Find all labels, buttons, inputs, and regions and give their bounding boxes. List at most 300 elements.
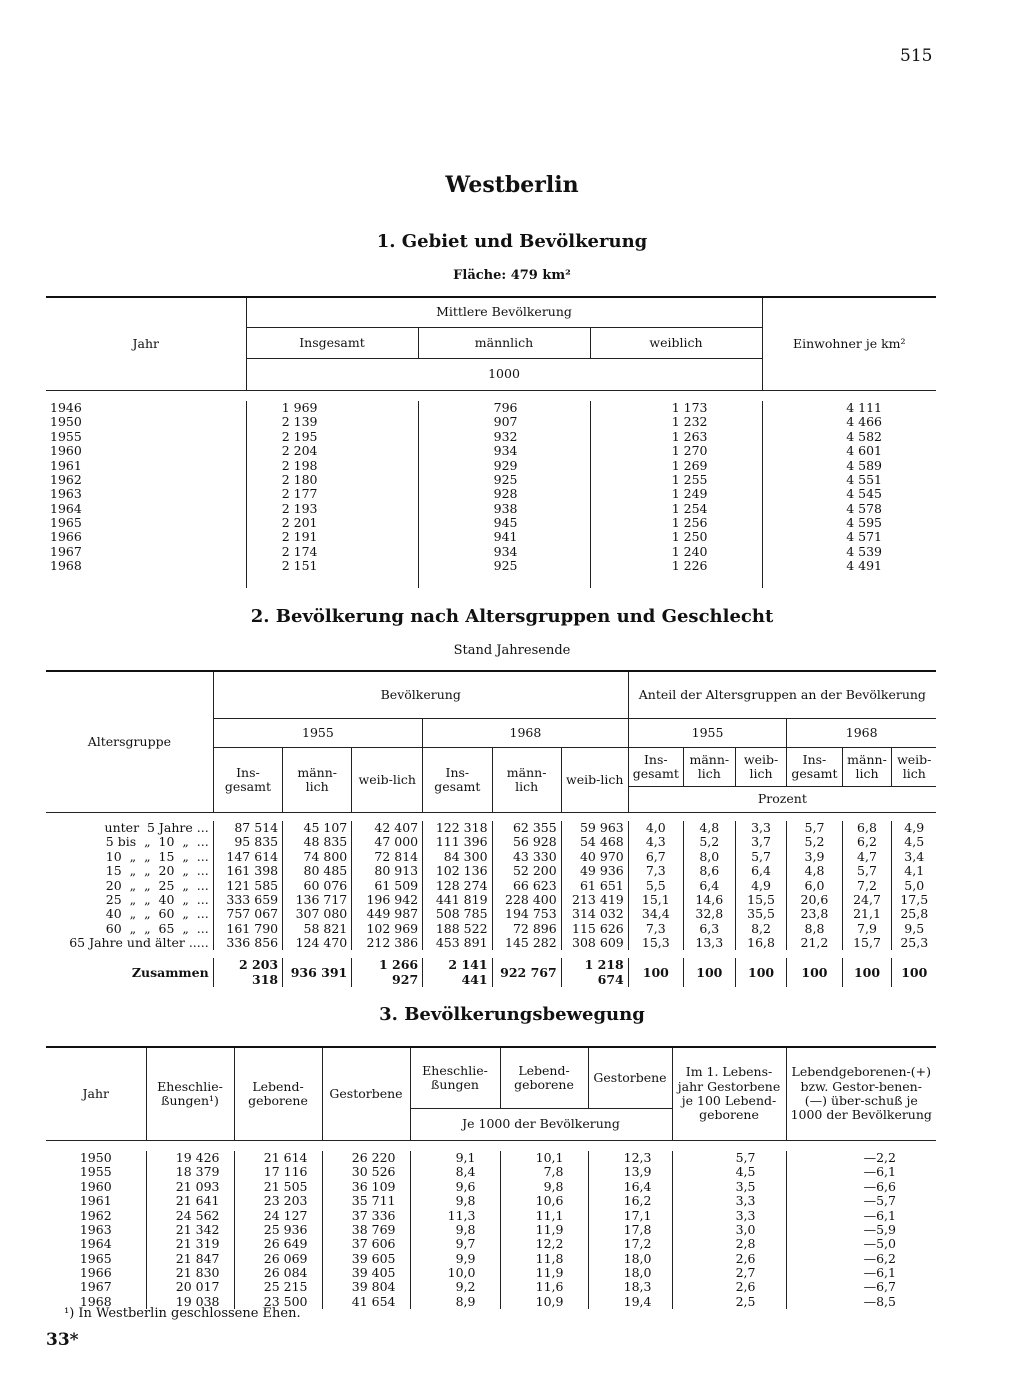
table-row xyxy=(46,907,936,921)
table-row xyxy=(46,487,936,501)
value-cell: 1 256 xyxy=(590,516,762,530)
value-cell: 2 195 xyxy=(246,430,418,444)
value-cell: 21,2 xyxy=(787,936,842,950)
value-cell: 2,6 xyxy=(672,1252,786,1266)
value-cell: 10,9 xyxy=(500,1295,588,1309)
pop-1955: 1955 xyxy=(213,719,422,748)
year-cell: 1967 xyxy=(46,545,246,559)
value-cell: 111 396 xyxy=(423,835,492,849)
value-cell: 2,5 xyxy=(672,1295,786,1309)
value-cell: 2 193 xyxy=(246,502,418,516)
value-cell: 87 514 xyxy=(213,821,282,835)
table-row xyxy=(46,879,936,893)
value-cell: 10,0 xyxy=(410,1266,500,1280)
col-marr: Eheschlie-ßungen¹) xyxy=(146,1047,234,1141)
value-cell: 8,9 xyxy=(410,1295,500,1309)
value-cell: 4,0 xyxy=(628,821,683,835)
table-row xyxy=(46,1151,936,1165)
value-cell: 42 407 xyxy=(352,821,423,835)
value-cell: 26 649 xyxy=(234,1237,322,1251)
per1000-label: Je 1000 der Bevölkerung xyxy=(410,1108,672,1140)
value-cell: 19 038 xyxy=(146,1295,234,1309)
age-label: 25 „ „ 40 „ ... xyxy=(46,893,213,907)
col-year-3: Jahr xyxy=(46,1047,146,1141)
value-cell: 7,3 xyxy=(628,922,683,936)
col-female: weiblich xyxy=(649,334,703,350)
value-cell: 23 500 xyxy=(234,1295,322,1309)
value-cell: 3,3 xyxy=(672,1194,786,1208)
value-cell: 508 785 xyxy=(423,907,492,921)
value-cell: —6,7 xyxy=(863,1279,896,1295)
value-cell: 1 969 xyxy=(246,401,418,415)
group-share: Anteil der Altersgruppen an der Bevölkerung xyxy=(628,671,936,719)
value-cell: 2 174 xyxy=(246,545,418,559)
value-cell: 17,2 xyxy=(588,1237,672,1251)
table-row xyxy=(46,893,936,907)
col-density: Einwohner je km² xyxy=(762,297,936,391)
value-cell: 26 069 xyxy=(234,1252,322,1266)
section3-heading: 3. Bevölkerungsbewegung xyxy=(379,1004,645,1025)
table-row xyxy=(46,1223,936,1237)
value-cell: 9,8 xyxy=(410,1194,500,1208)
value-cell: 11,8 xyxy=(500,1252,588,1266)
value-cell: 100 xyxy=(628,958,683,987)
year-cell: 1964 xyxy=(46,502,246,516)
value-cell: 11,9 xyxy=(500,1223,588,1237)
value-cell: 757 067 xyxy=(213,907,282,921)
col-male: männlich xyxy=(418,327,590,359)
table-row xyxy=(46,473,936,487)
section2-heading: 2. Bevölkerung nach Altersgruppen und Geschlecht xyxy=(250,606,774,627)
value-cell: 8,6 xyxy=(683,864,735,878)
value-cell: 1 254 xyxy=(590,502,762,516)
value-cell: 308 609 xyxy=(561,936,628,950)
value-cell: 441 819 xyxy=(423,893,492,907)
value-cell: 9,1 xyxy=(410,1151,500,1165)
h-pw-68: weib-lich xyxy=(897,751,932,781)
value-cell: 100 xyxy=(901,964,928,980)
value-cell: 12,2 xyxy=(500,1237,588,1251)
year-cell: 1963 xyxy=(46,1223,146,1237)
value-cell: 4 539 xyxy=(762,545,936,559)
value-cell: 4,8 xyxy=(683,821,735,835)
value-cell: 4 589 xyxy=(762,459,936,473)
value-cell: 9,5 xyxy=(904,920,925,936)
value-cell: 40 970 xyxy=(561,850,628,864)
value-cell: 21 319 xyxy=(146,1237,234,1251)
value-cell: —6,1 xyxy=(863,1207,896,1223)
year-cell: 1962 xyxy=(46,1209,146,1223)
table-row xyxy=(46,444,936,458)
population-table xyxy=(46,296,936,588)
value-cell: 41 654 xyxy=(322,1295,410,1309)
value-cell: 4 491 xyxy=(762,559,936,573)
h-m-68: männ-lich xyxy=(492,748,561,813)
age-label: unter 5 Jahre ... xyxy=(46,821,213,835)
percent-label: Prozent xyxy=(628,786,936,812)
year-cell: 1967 xyxy=(46,1280,146,1294)
age-label: 65 Jahre und älter ..... xyxy=(46,936,213,950)
value-cell: 1 255 xyxy=(590,473,762,487)
section1-heading: 1. Gebiet und Bevölkerung xyxy=(376,231,648,252)
value-cell: 4 601 xyxy=(762,444,936,458)
value-cell: 2 191 xyxy=(246,530,418,544)
value-cell: 11,6 xyxy=(500,1280,588,1294)
value-cell: 4,1 xyxy=(904,863,925,879)
value-cell: 4 571 xyxy=(762,530,936,544)
value-cell: 1 250 xyxy=(590,530,762,544)
value-cell: 21 614 xyxy=(234,1151,322,1165)
value-cell: 6,0 xyxy=(787,879,842,893)
year-cell: 1960 xyxy=(46,1180,146,1194)
value-cell: 928 xyxy=(418,487,590,501)
value-cell: 936 391 xyxy=(283,958,352,987)
value-cell: 3,9 xyxy=(787,850,842,864)
value-cell: 1 232 xyxy=(590,415,762,429)
value-cell: 922 767 xyxy=(492,958,561,987)
value-cell: 17 116 xyxy=(234,1165,322,1179)
value-cell: 307 080 xyxy=(283,907,352,921)
age-label: 15 „ „ 20 „ ... xyxy=(46,864,213,878)
year-cell: 1966 xyxy=(46,1266,146,1280)
value-cell: 5,7 xyxy=(842,864,892,878)
col-age: Altersgruppe xyxy=(46,671,213,813)
value-cell: 13,3 xyxy=(683,936,735,950)
age-label: Zusammen xyxy=(46,958,213,987)
value-cell: 102 136 xyxy=(423,864,492,878)
value-cell: 84 300 xyxy=(423,850,492,864)
value-cell: 23,8 xyxy=(787,907,842,921)
value-cell: 24 127 xyxy=(234,1209,322,1223)
col-infant: Im 1. Lebens-jahr Gestorbene je 100 Lebend-geborene xyxy=(672,1047,786,1141)
year-cell: 1962 xyxy=(46,473,246,487)
value-cell: 58 821 xyxy=(283,922,352,936)
value-cell: 21 093 xyxy=(146,1180,234,1194)
value-cell: 13,9 xyxy=(588,1165,672,1179)
table-row xyxy=(46,502,936,516)
age-group-table xyxy=(46,670,936,987)
value-cell: 10,6 xyxy=(500,1194,588,1208)
value-cell: 21 847 xyxy=(146,1252,234,1266)
value-cell: —8,5 xyxy=(863,1293,896,1309)
value-cell: 100 xyxy=(735,958,787,987)
value-cell: 34,4 xyxy=(628,907,683,921)
value-cell: 5,7 xyxy=(672,1151,786,1165)
year-cell: 1955 xyxy=(46,430,246,444)
value-cell: 19 426 xyxy=(146,1151,234,1165)
value-cell: 100 xyxy=(683,958,735,987)
page-title: Westberlin xyxy=(445,172,579,198)
table-row xyxy=(46,559,936,573)
value-cell: 74 800 xyxy=(283,850,352,864)
value-cell: 20 017 xyxy=(146,1280,234,1294)
value-cell: 2 203 318 xyxy=(213,958,282,987)
value-cell: 80 485 xyxy=(283,864,352,878)
value-cell: 1 240 xyxy=(590,545,762,559)
value-cell: 147 614 xyxy=(213,850,282,864)
table-row xyxy=(46,415,936,429)
value-cell: 1 270 xyxy=(590,444,762,458)
value-cell: 25 936 xyxy=(234,1223,322,1237)
value-cell: 796 xyxy=(418,401,590,415)
value-cell: 43 330 xyxy=(492,850,561,864)
value-cell: 72 896 xyxy=(492,922,561,936)
value-cell: 4 545 xyxy=(762,487,936,501)
h-w-68: weib-lich xyxy=(561,748,628,813)
value-cell: 4 111 xyxy=(762,401,936,415)
value-cell: 18 379 xyxy=(146,1165,234,1179)
value-cell: 4,9 xyxy=(904,820,925,835)
value-cell: 17,1 xyxy=(588,1209,672,1223)
group-pop: Bevölkerung xyxy=(213,671,628,719)
value-cell: 18,0 xyxy=(588,1252,672,1266)
value-cell: 6,7 xyxy=(628,850,683,864)
value-cell: 4,5 xyxy=(904,834,925,850)
year-cell: 1955 xyxy=(46,1165,146,1179)
value-cell: 5,0 xyxy=(904,877,925,893)
value-cell: 6,4 xyxy=(735,864,787,878)
value-cell: 5,2 xyxy=(787,835,842,849)
table-row xyxy=(46,430,936,444)
value-cell: 2 177 xyxy=(246,487,418,501)
value-cell: 23 203 xyxy=(234,1194,322,1208)
value-cell: 2,8 xyxy=(672,1237,786,1251)
value-cell: —6,2 xyxy=(863,1250,896,1266)
year-cell: 1968 xyxy=(46,1295,146,1309)
col-total: Insgesamt xyxy=(246,327,418,359)
table-row xyxy=(46,1209,936,1223)
value-cell: 25,8 xyxy=(900,906,929,922)
value-cell: 453 891 xyxy=(423,936,492,950)
value-cell: 122 318 xyxy=(423,821,492,835)
value-cell: —2,2 xyxy=(863,1150,896,1165)
col-balance: Lebendgeborenen-(+) bzw. Gestor-benen-(—) über-schuß je 1000 der Bevölkerung xyxy=(790,1064,932,1123)
value-cell: 1 173 xyxy=(590,401,762,415)
value-cell: 21 505 xyxy=(234,1180,322,1194)
value-cell: 72 814 xyxy=(352,850,423,864)
value-cell: 39 804 xyxy=(322,1280,410,1294)
value-cell: 2 204 xyxy=(246,444,418,458)
value-cell: 7,2 xyxy=(842,879,892,893)
col-year: Jahr xyxy=(46,297,246,391)
value-cell: —5,0 xyxy=(863,1236,896,1252)
value-cell: 121 585 xyxy=(213,879,282,893)
value-cell: 4 578 xyxy=(762,502,936,516)
value-cell: 37 606 xyxy=(322,1237,410,1251)
year-cell: 1961 xyxy=(46,1194,146,1208)
value-cell: 449 987 xyxy=(352,907,423,921)
value-cell: 6,3 xyxy=(683,922,735,936)
value-cell: 3,3 xyxy=(672,1209,786,1223)
value-cell: 934 xyxy=(418,444,590,458)
value-cell: 32,8 xyxy=(683,907,735,921)
value-cell: 16,8 xyxy=(735,936,787,950)
value-cell: 19,4 xyxy=(588,1295,672,1309)
value-cell: 3,0 xyxy=(672,1223,786,1237)
h-pm-68: männ-lich xyxy=(842,748,892,787)
age-label: 40 „ „ 60 „ ... xyxy=(46,907,213,921)
value-cell: 15,5 xyxy=(735,893,787,907)
table-row xyxy=(46,1237,936,1251)
value-cell: 5,7 xyxy=(787,821,842,835)
table-row xyxy=(46,864,936,878)
value-cell: 333 659 xyxy=(213,893,282,907)
h-m-55: männ-lich xyxy=(283,748,352,813)
table-row xyxy=(46,835,936,849)
value-cell: 128 274 xyxy=(423,879,492,893)
value-cell: 3,5 xyxy=(672,1180,786,1194)
value-cell: 6,2 xyxy=(842,835,892,849)
value-cell: 59 963 xyxy=(561,821,628,835)
value-cell: 314 032 xyxy=(561,907,628,921)
value-cell: 17,5 xyxy=(900,891,929,907)
value-cell: 8,2 xyxy=(735,922,787,936)
value-cell: 115 626 xyxy=(561,922,628,936)
total-row xyxy=(46,958,936,987)
value-cell: 54 468 xyxy=(561,835,628,849)
value-cell: 12,3 xyxy=(588,1151,672,1165)
value-cell: 2 139 xyxy=(246,415,418,429)
value-cell: 18,0 xyxy=(588,1266,672,1280)
value-cell: 7,3 xyxy=(628,864,683,878)
value-cell: 336 856 xyxy=(213,936,282,950)
signature-mark: 33* xyxy=(46,1330,79,1350)
value-cell: 52 200 xyxy=(492,864,561,878)
value-cell: 4 466 xyxy=(762,415,936,429)
year-cell: 1963 xyxy=(46,487,246,501)
table-row xyxy=(46,1266,936,1280)
value-cell: 14,6 xyxy=(683,893,735,907)
age-label: 60 „ „ 65 „ ... xyxy=(46,922,213,936)
movement-table xyxy=(46,1046,936,1309)
value-cell: 56 928 xyxy=(492,835,561,849)
h-w-55: weib-lich xyxy=(352,748,423,813)
value-cell: 1 269 xyxy=(590,459,762,473)
value-cell: 35,5 xyxy=(735,907,787,921)
value-cell: 26 220 xyxy=(322,1151,410,1165)
value-cell: —6,1 xyxy=(863,1265,896,1280)
value-cell: 161 790 xyxy=(213,922,282,936)
table-row xyxy=(46,530,936,544)
value-cell: 934 xyxy=(418,545,590,559)
h-pm-55: männ-lich xyxy=(683,748,735,787)
group-mittlere: Mittlere Bevölkerung xyxy=(246,297,762,327)
year-cell: 1946 xyxy=(46,401,246,415)
value-cell: 16,4 xyxy=(588,1180,672,1194)
value-cell: 4,8 xyxy=(787,864,842,878)
value-cell: 1 263 xyxy=(590,430,762,444)
page-number: 515 xyxy=(900,46,933,66)
value-cell: 5,5 xyxy=(628,879,683,893)
value-cell: —5,9 xyxy=(863,1221,896,1237)
h-pw-55: weib-lich xyxy=(735,748,787,787)
year-cell: 1968 xyxy=(46,559,246,573)
value-cell: 11,9 xyxy=(500,1266,588,1280)
value-cell: 6,8 xyxy=(842,821,892,835)
value-cell: 9,7 xyxy=(410,1237,500,1251)
value-cell: 5,7 xyxy=(735,850,787,864)
value-cell: 24 562 xyxy=(146,1209,234,1223)
value-cell: 5,2 xyxy=(683,835,735,849)
value-cell: 925 xyxy=(418,559,590,573)
age-label: 10 „ „ 15 „ ... xyxy=(46,850,213,864)
table-row xyxy=(46,1165,936,1179)
value-cell: 929 xyxy=(418,459,590,473)
value-cell: 24,7 xyxy=(842,893,892,907)
unit-label: 1000 xyxy=(246,359,762,391)
value-cell: 4,7 xyxy=(842,850,892,864)
value-cell: 212 386 xyxy=(352,936,423,950)
value-cell: 102 969 xyxy=(352,922,423,936)
value-cell: 15,7 xyxy=(842,936,892,950)
table-row xyxy=(46,1280,936,1294)
value-cell: 16,2 xyxy=(588,1194,672,1208)
table-row xyxy=(46,1252,936,1266)
value-cell: 9,6 xyxy=(410,1180,500,1194)
value-cell: 21,1 xyxy=(842,907,892,921)
value-cell: 18,3 xyxy=(588,1280,672,1294)
value-cell: 188 522 xyxy=(423,922,492,936)
value-cell: 145 282 xyxy=(492,936,561,950)
value-cell: 62 355 xyxy=(492,821,561,835)
value-cell: 938 xyxy=(418,502,590,516)
h-pins-55: Ins-gesamt xyxy=(628,748,683,787)
value-cell: 907 xyxy=(418,415,590,429)
value-cell: 2 201 xyxy=(246,516,418,530)
value-cell: 9,8 xyxy=(410,1223,500,1237)
value-cell: 2 180 xyxy=(246,473,418,487)
table-row xyxy=(46,459,936,473)
value-cell: 9,9 xyxy=(410,1252,500,1266)
year-cell: 1965 xyxy=(46,516,246,530)
h-ins-55: Ins-gesamt xyxy=(213,748,282,813)
value-cell: 2 151 xyxy=(246,559,418,573)
value-cell: 49 936 xyxy=(561,864,628,878)
value-cell: 95 835 xyxy=(213,835,282,849)
year-cell: 1960 xyxy=(46,444,246,458)
value-cell: 7,8 xyxy=(500,1165,588,1179)
table-row xyxy=(46,545,936,559)
value-cell: 1 226 xyxy=(590,559,762,573)
value-cell: 4 595 xyxy=(762,516,936,530)
value-cell: 932 xyxy=(418,430,590,444)
table-row xyxy=(46,922,936,936)
value-cell: 213 419 xyxy=(561,893,628,907)
value-cell: 194 753 xyxy=(492,907,561,921)
value-cell: 3,4 xyxy=(904,848,925,864)
col-deaths: Gestorbene xyxy=(322,1047,410,1141)
value-cell: 2,6 xyxy=(672,1280,786,1294)
table-row xyxy=(46,516,936,530)
value-cell: —6,6 xyxy=(863,1178,896,1194)
value-cell: 66 623 xyxy=(492,879,561,893)
value-cell: 9,2 xyxy=(410,1280,500,1294)
value-cell: 21 830 xyxy=(146,1266,234,1280)
value-cell: 61 651 xyxy=(561,879,628,893)
value-cell: 4,3 xyxy=(628,835,683,849)
value-cell: 15,3 xyxy=(628,936,683,950)
share-1955: 1955 xyxy=(628,719,787,748)
age-label: 5 bis „ 10 „ ... xyxy=(46,835,213,849)
value-cell: 4 551 xyxy=(762,473,936,487)
value-cell: 37 336 xyxy=(322,1209,410,1223)
value-cell: 2 198 xyxy=(246,459,418,473)
table-row xyxy=(46,1194,936,1208)
value-cell: 100 xyxy=(787,958,842,987)
area-label: Fläche: 479 km² xyxy=(453,268,571,283)
table-row xyxy=(46,1180,936,1194)
col-births-rate: Lebend-geborene xyxy=(500,1047,588,1108)
